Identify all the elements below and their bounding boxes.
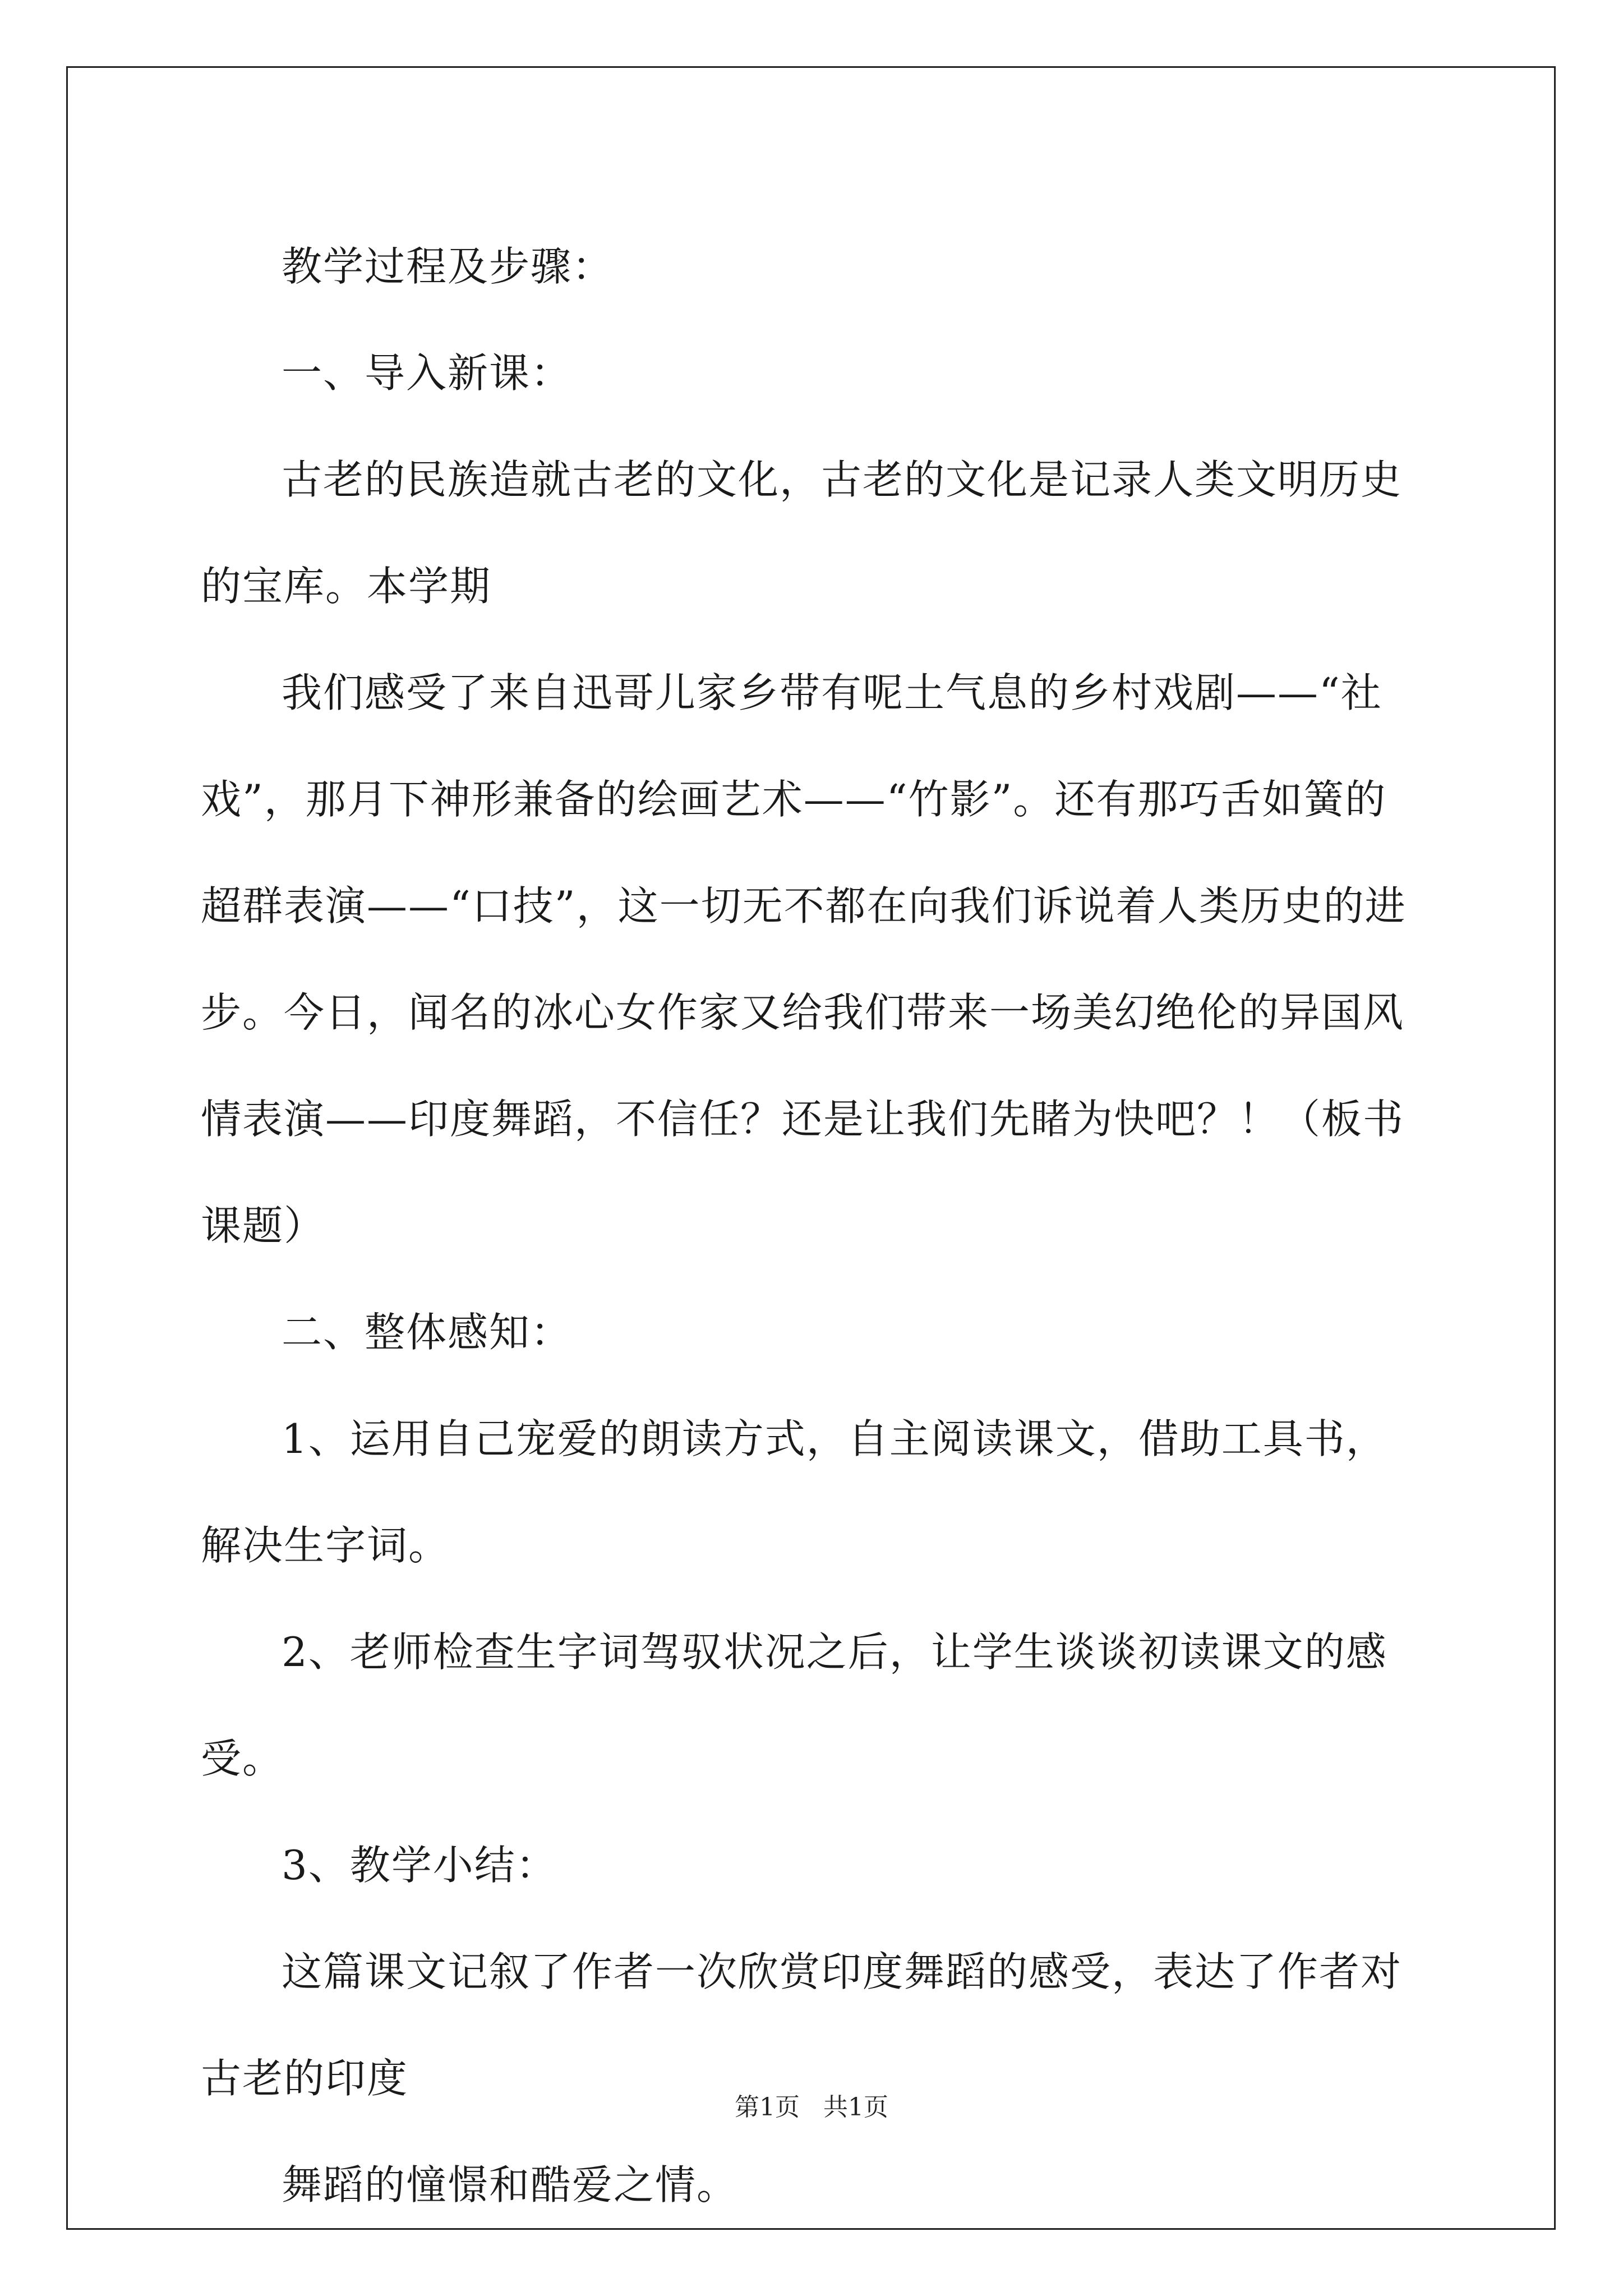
paragraph-summary-end: 舞蹈的憧憬和酷爱之情。 xyxy=(282,2161,739,2208)
paragraph-step-1: 1、运用自己宠爱的朗读方式，自主阅读课文，借助工具书，解决生字词。 xyxy=(201,1415,1387,1569)
paragraph-summary: 这篇课文记叙了作者一次欣赏印度舞蹈的感受，表达了作者对古老的印度 xyxy=(201,1948,1403,2102)
page-total: 共1页 xyxy=(823,2093,888,2122)
paragraph-section-two-heading: 二、整体感知： xyxy=(282,1309,573,1356)
paragraph-intro-performances: 我们感受了来自迅哥儿家乡带有呢土气息的乡村戏剧——“社戏”，那月下神形兼备的绘画艺术——“竹影”。还有那巧舌如簧的超群表演——“口技”，这一切无不都在向我们诉说着人类历史的进步。今日，闻名的冰心女作家又给我们带来一场美幻绝伦的异国风情表演——印度舞蹈，不信任？还是让我们先睹为快吧？！（板书课题） xyxy=(201,669,1407,1249)
paragraph-step-2: 2、老师检查生字词驾驭状况之后，让学生谈谈初读课文的感受。 xyxy=(201,1628,1387,1782)
page-footer xyxy=(0,2087,1623,2123)
page-number: 第1页 xyxy=(735,2093,800,2122)
document-body xyxy=(201,213,1423,2238)
paragraph-step-3: 3、教学小结： xyxy=(282,1842,557,1889)
paragraph-section-one-heading: 一、导入新课： xyxy=(282,349,573,397)
paragraph-steps-heading: 教学过程及步骤： xyxy=(282,243,614,290)
paragraph-intro-culture: 古老的民族造就古老的文化，古老的文化是记录人类文明历史的宝库。本学期 xyxy=(201,456,1403,610)
